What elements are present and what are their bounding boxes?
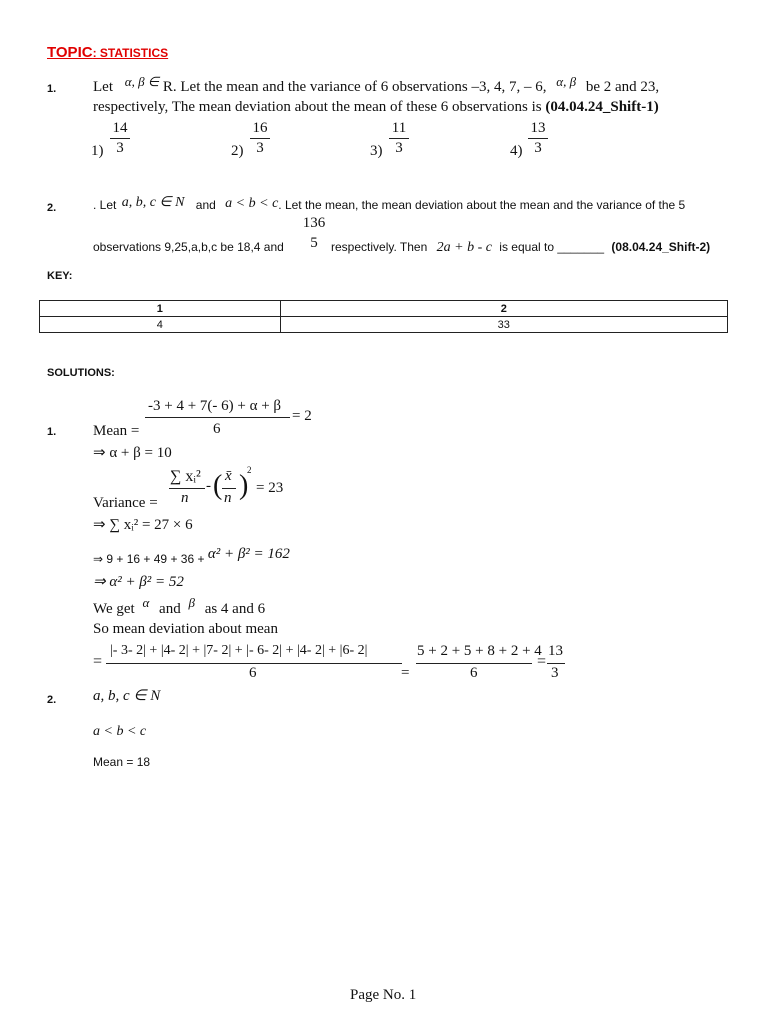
q1-option-3-num: 11 — [391, 120, 407, 136]
key-header-cell: 2 — [280, 301, 727, 317]
q2-let: . Let — [93, 198, 117, 212]
topic-heading — [47, 44, 168, 62]
q2-frac-num: 136 — [302, 215, 326, 231]
q1-let: Let — [93, 79, 113, 95]
q1-option-4-num: 13 — [530, 120, 546, 136]
s2-line3: Mean = 18 — [93, 755, 151, 769]
s1-md-bar2 — [416, 663, 532, 664]
s1-md-eq3: = — [537, 653, 547, 670]
s1-sum-line2-a: ⇒ 9 + 16 + 49 + 36 + — [93, 552, 205, 566]
q2-and: and — [195, 198, 216, 212]
s1-sum-line2-b: α² + β² = 162 — [207, 546, 290, 562]
page-number: Page No. 1 — [350, 987, 417, 1003]
s1-mean-fraction-bar — [145, 417, 290, 418]
s1-number: 1. — [47, 426, 57, 438]
q2-line1 — [93, 197, 685, 214]
s1-var-label: Variance = — [93, 495, 158, 511]
fraction-bar — [389, 138, 409, 139]
s1-paren-den: n — [224, 490, 232, 506]
s1-paren-bar — [222, 488, 236, 489]
key-header-cell: 1 — [40, 301, 281, 317]
s1-get-and: and — [159, 601, 181, 617]
s1-md-den3: 3 — [551, 665, 559, 681]
topic-label: TOPIC — [47, 44, 93, 61]
s1-sum-line2 — [93, 546, 290, 568]
fraction-bar — [528, 138, 548, 139]
q2-ref: (08.04.24_Shift-2) — [611, 240, 711, 254]
s1-md-num: |- 3- 2| + |4- 2| + |7- 2| + |- 6- 2| + |4- 2| + |6- 2| — [110, 643, 368, 658]
q1-ref: (04.04.24_Shift-1) — [545, 99, 659, 115]
key-value-cell: 4 — [40, 317, 281, 333]
q1-option-2-num: 16 — [252, 120, 268, 136]
q1-number: 1. — [47, 83, 57, 95]
s1-mean-label: Mean = — [93, 423, 140, 439]
q2-fraction — [300, 215, 328, 252]
q1-option-2-fraction — [250, 120, 270, 157]
q2-text-c: respectively. Then — [331, 240, 428, 254]
q1-text-b: be 2 and 23, — [585, 79, 660, 95]
q1-option-2-label: 2) — [231, 143, 244, 159]
q2-number: 2. — [47, 202, 57, 214]
s1-md-bar — [106, 663, 402, 664]
s1-get-b: as 4 and 6 — [204, 601, 266, 617]
fraction-bar — [250, 138, 270, 139]
q1-option-1-den: 3 — [116, 140, 124, 156]
s1-paren-num: x̄ — [225, 468, 232, 484]
s1-minus: - — [206, 478, 211, 494]
s2-line1: a, b, c ∈ N — [93, 688, 161, 704]
q1-vars: α, β ∈ — [124, 74, 160, 89]
s2-number: 2. — [47, 694, 57, 706]
q2-text-a: . Let the mean, the mean deviation about the mean and the variance of the 5 — [278, 198, 686, 212]
q1-option-1-num: 14 — [112, 120, 128, 136]
s1-md-eq1: = — [93, 653, 103, 670]
q1-option-3-fraction — [389, 120, 409, 157]
s1-md-num3: 13 — [548, 643, 563, 659]
s1-sum-sq: ⇒ ∑ xᵢ² = 27 × 6 — [93, 517, 193, 533]
q2-text-d: is equal to _______ — [499, 240, 605, 254]
q1-option-4-label: 4) — [510, 143, 523, 159]
s1-mean-denominator: 6 — [213, 421, 221, 437]
s1-get-alpha: α — [142, 595, 150, 610]
q1-vars2: α, β — [556, 74, 577, 89]
q1-option-3-den: 3 — [395, 140, 403, 156]
q1-text-a: R. Let the mean and the variance of 6 observations –3, 4, 7, – 6, — [162, 79, 547, 95]
fraction-bar — [110, 138, 130, 139]
key-value-cell: 33 — [280, 317, 727, 333]
s1-get-a: We get — [93, 601, 135, 617]
q2-text-b: observations 9,25,a,b,c be 18,4 and — [93, 240, 284, 254]
s1-get-beta: β — [188, 595, 195, 610]
q1-option-3-label: 3) — [370, 143, 383, 159]
s1-md-den2: 6 — [470, 665, 478, 681]
key-value-row — [40, 317, 728, 333]
topic-subject: : STATISTICS — [92, 46, 169, 60]
s1-sum-line3: ⇒ α² + β² = 52 — [93, 574, 184, 590]
s1-md-label: So mean deviation about mean — [93, 621, 278, 637]
s1-md-bar3 — [547, 663, 565, 664]
paren-right-icon: ) — [239, 470, 249, 501]
s2-line2: a < b < c — [93, 724, 147, 739]
q1-line2-text: respectively, The mean deviation about the mean of these 6 observations is — [93, 99, 542, 115]
s1-squared: 2 — [247, 465, 252, 475]
s1-var-rhs: = 23 — [256, 480, 284, 496]
q1-option-4-den: 3 — [534, 140, 542, 156]
q1-option-4-fraction — [528, 120, 548, 157]
q1-option-1-fraction — [110, 120, 130, 157]
s1-mean-rhs: = 2 — [292, 408, 312, 424]
key-table — [39, 300, 728, 333]
q2-line2 — [331, 240, 710, 256]
q1-line1 — [93, 74, 660, 96]
s1-sigma-den: n — [181, 490, 189, 506]
s1-sigma-num: ∑ xᵢ² — [170, 468, 201, 485]
q1-option-1-label: 1) — [91, 143, 104, 159]
key-header-row — [40, 301, 728, 317]
s1-md-eq2: = — [401, 665, 410, 681]
solutions-label: SOLUTIONS: — [47, 367, 115, 379]
s1-md-num2: 5 + 2 + 5 + 8 + 2 + 4 — [417, 643, 542, 659]
s1-get-line — [93, 595, 266, 618]
s1-md-den: 6 — [249, 665, 257, 681]
s1-mean-numerator: -3 + 4 + 7(- 6) + α + β — [148, 398, 282, 414]
q2-ineq: a < b < c — [225, 196, 279, 211]
q2-vars: a, b, c ∈ N — [121, 195, 185, 210]
q2-frac-den: 5 — [310, 235, 318, 251]
q1-line2 — [93, 99, 659, 116]
key-label: KEY: — [47, 270, 73, 282]
paren-left-icon: ( — [213, 470, 223, 501]
q2-expr: 2a + b - c — [436, 240, 492, 255]
s1-sum-line: ⇒ α + β = 10 — [93, 445, 172, 461]
q1-option-2-den: 3 — [256, 140, 264, 156]
s1-sigma-bar — [169, 488, 205, 489]
